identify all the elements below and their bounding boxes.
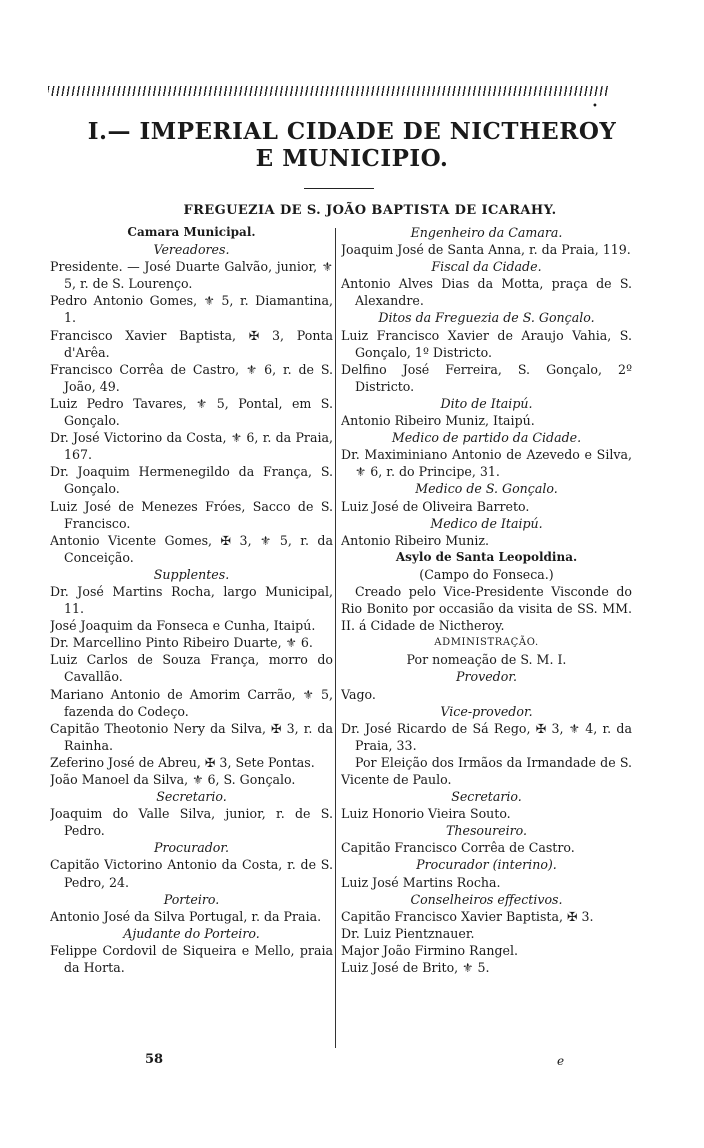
conselheiros-heading: Conselheiros effectivos. — [410, 891, 563, 907]
asylo-heading: Asylo de Santa Leopoldina. — [395, 549, 578, 564]
supplente-entry: Dr. Marcellino Pinto Ribeiro Duarte, ⚜ 6. — [50, 635, 313, 651]
procurador-entry: Capitão Victorino Antonio da Costa, r. de S. Pedro, 24. — [50, 857, 333, 890]
chapter-title — [40, 118, 664, 172]
vereador-entry: Francisco Corrêa de Castro, ⚜ 6, r. de S. João, 49. — [50, 361, 333, 394]
eleicao-text: Por Eleição dos Irmãos da Irmandade de S. Vicente de Paulo. — [341, 754, 632, 787]
ajudante-heading: Ajudante do Porteiro. — [123, 925, 260, 941]
provedor-heading: Provedor. — [456, 669, 517, 685]
engenheiro-entry: Joaquim José de Santa Anna, r. da Praia, 119. — [341, 242, 631, 258]
secretario-entry: Luiz Honorio Vieira Souto. — [341, 806, 511, 822]
vereadores-heading: Vereadores. — [153, 242, 230, 258]
camara-heading: Camara Municipal. — [127, 225, 256, 239]
supplente-entry: Capitão Theotonio Nery da Silva, ✠ 3, r. da Rainha. — [50, 720, 333, 753]
provedor-entry: Vago. — [341, 686, 376, 702]
supplente-entry: Mariano Antonio de Amorim Carrão, ⚜ 5, fazenda do Codeço. — [50, 686, 333, 719]
vereador-entry: Luiz José de Menezes Fróes, Sacco de S. Francisco. — [50, 498, 333, 531]
secretario-heading: Secretario. — [451, 789, 522, 805]
supplente-entry: João Manoel da Silva, ⚜ 6, S. Gonçalo. — [50, 772, 296, 787]
parish-heading: FREGUEZIA DE S. JOÃO BAPTISTA DE ICARAHY. — [183, 203, 557, 218]
secretario-heading: Secretario. — [156, 789, 227, 805]
ajudante-entry: Felippe Cordovil de Siqueira e Mello, praia da Horta. — [50, 942, 333, 976]
dito-itaipu-entry: Antonio Ribeiro Muniz, Itaipú. — [341, 413, 535, 429]
vereador-entry: Luiz Pedro Tavares, ⚜ 5, Pontal, em S. Gonçalo. — [50, 395, 333, 429]
vereador-entry: Dr. José Victorino da Costa, ⚜ 6, r. da Praia, 167. — [50, 430, 333, 463]
fiscal-entry: Antonio Alves Dias da Motta, praça de S. Alexandre. — [341, 276, 632, 309]
dito-entry: Delfino José Ferreira, S. Gonçalo, 2º Districto. — [341, 361, 632, 394]
ornamental-rule — [48, 86, 608, 96]
signature-mark: e — [557, 1054, 565, 1068]
vice-provedor-heading: Vice-provedor. — [440, 703, 533, 719]
conselheiro-entry: Major João Firmino Rangel. — [341, 942, 519, 958]
medico-goncalo-entry: Luiz José de Oliveira Barreto. — [341, 498, 530, 514]
medico-goncalo-heading: Medico de S. Gonçalo. — [415, 481, 558, 497]
dito-itaipu-heading: Dito de Itaipú. — [440, 395, 533, 411]
vereador-entry: Presidente. — José Duarte Galvão, junior, ⚜ 5, r. de S. Lourenço. — [50, 259, 333, 292]
vereador-entry: Antonio Vicente Gomes, ✠ 3, ⚜ 5, r. da Conceição. — [50, 532, 333, 565]
right-column — [341, 224, 632, 1048]
administracao-heading: ADMINISTRAÇÃO. — [434, 637, 539, 649]
porteiro-heading: Porteiro. — [163, 891, 220, 907]
thesoureiro-heading: Thesoureiro. — [445, 823, 527, 839]
thesoureiro-entry: Capitão Francisco Corrêa de Castro. — [341, 840, 575, 856]
title-line-1: I.— IMPERIAL CIDADE DE NICTHEROY — [87, 118, 617, 145]
column-divider — [335, 228, 336, 1048]
secretario-entry: Joaquim do Valle Silva, junior, r. de S. Pedro. — [50, 806, 333, 839]
title-rule — [304, 188, 374, 189]
supplente-entry: Dr. José Martins Rocha, largo Municipal, 11. — [50, 583, 333, 617]
asylo-text: Creado pelo Vice-Presidente Visconde do Rio Bonito por occasião da visita de SS. MM. II. á Cidade de Nictheroy. — [341, 583, 632, 634]
conselheiro-entry: Capitão Francisco Xavier Baptista, ✠ 3. — [341, 908, 594, 924]
vereador-entry: Pedro Antonio Gomes, ⚜ 5, r. Diamantina, 1. — [50, 293, 333, 326]
supplentes-heading: Supplentes. — [153, 566, 230, 582]
conselheiro-entry: Dr. Luiz Pientznauer. — [341, 925, 475, 941]
medico-itaipu-entry: Antonio Ribeiro Muniz. — [341, 532, 490, 548]
vice-provedor-entry: Dr. José Ricardo de Sá Rego, ✠ 3, ⚜ 4, r. da Praia, 33. — [341, 720, 632, 753]
vereador-entry: Dr. Joaquim Hermenegildo da França, S. Gonçalo. — [50, 464, 333, 497]
conselheiro-entry: Luiz José de Brito, ⚜ 5. — [341, 960, 490, 976]
supplente-entry: Zeferino José de Abreu, ✠ 3, Sete Pontas. — [50, 754, 315, 770]
fiscal-heading: Fiscal da Cidade. — [431, 259, 542, 275]
procurador-heading: Procurador (interino). — [416, 857, 557, 873]
supplente-entry: Luiz Carlos de Souza França, morro do Cavallão. — [50, 652, 333, 685]
supplente-entry: José Joaquim da Fonseca e Cunha, Itaipú. — [50, 618, 316, 634]
nomeacao-text: Por nomeação de S. M. I. — [406, 652, 567, 668]
page-number: 58 — [145, 1052, 164, 1067]
procurador-heading: Procurador. — [153, 840, 230, 856]
medico-partido-heading: Medico de partido da Cidade. — [391, 430, 582, 446]
vereador-entry: Francisco Xavier Baptista, ✠ 3, Ponta d'Arêa. — [50, 327, 333, 360]
dito-entry: Luiz Francisco Xavier de Araujo Vahia, S. Gonçalo, 1º Districto. — [341, 327, 632, 360]
title-line-2: E MUNICIPIO. — [255, 145, 449, 172]
porteiro-entry: Antonio José da Silva Portugal, r. da Praia. — [50, 908, 322, 924]
medico-partido-entry: Dr. Maximiniano Antonio de Azevedo e Silva, ⚜ 6, r. do Principe, 31. — [341, 447, 632, 480]
procurador-entry: Luiz José Martins Rocha. — [341, 874, 501, 890]
left-column — [50, 224, 333, 1048]
asylo-subheading: (Campo do Fonseca.) — [419, 566, 554, 582]
ornament-dot: • — [592, 101, 598, 112]
engenheiro-heading: Engenheiro da Camara. — [410, 225, 563, 240]
medico-itaipu-heading: Medico de Itaipú. — [430, 515, 543, 531]
ditos-heading: Ditos da Freguezia de S. Gonçalo. — [378, 310, 595, 326]
